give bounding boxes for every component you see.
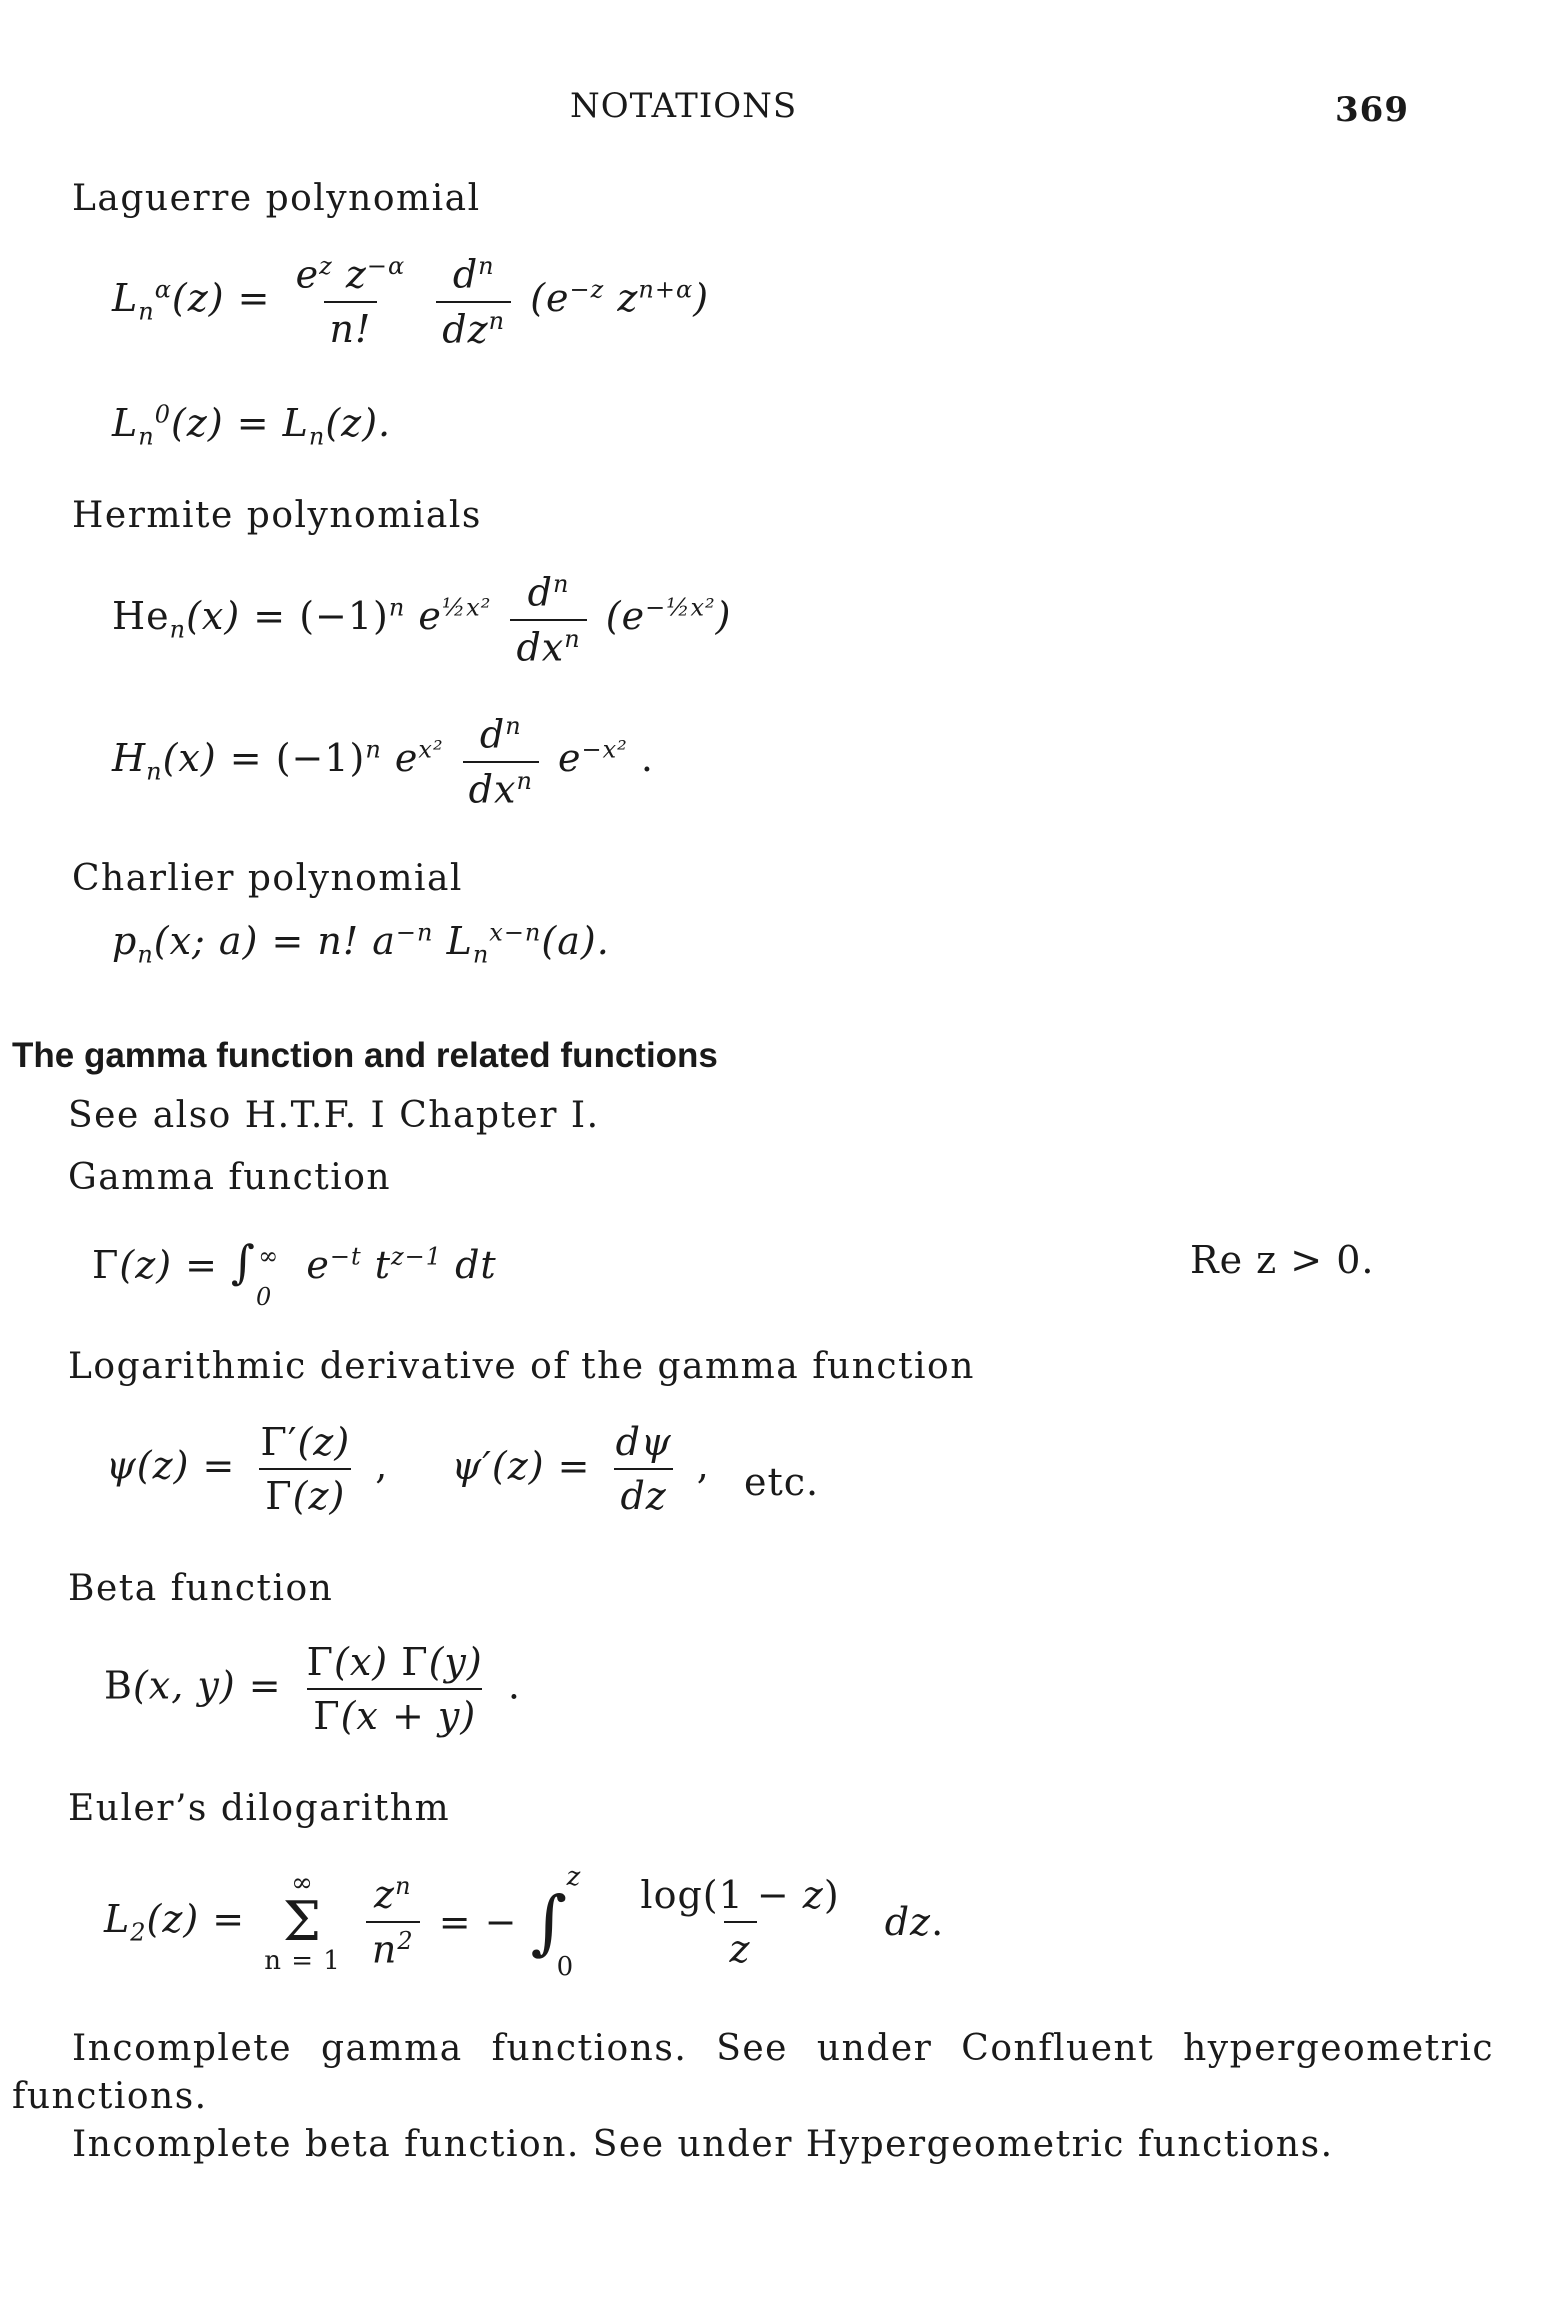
laguerre-formula-2: $L_n^0(z) = L_n(z)$. [112,400,392,451]
running-title: NOTATIONS [570,86,798,126]
charlier-formula: $p_n(x$; a) = n! $a^{-n}$ $L_n^{x-n}(a)$. [112,918,610,969]
laguerre-label: Laguerre polynomial [72,178,481,219]
logderiv-formula: ψ(z) = $\frac{\Gamma'(z)}{\Gamma(z)}$ , ψ′(z) = $\frac{d\psi}{dz}$ , [106,1420,710,1518]
page-number: 369 [1335,90,1409,130]
gamma-formula: $\Gamma(z) = \int_0^\infty$ $e^{-t}$ $t^{z-1}$ dt [92,1235,497,1311]
gamma-label: Gamma function [68,1157,392,1198]
section-heading: The gamma function and related functions [12,1036,718,1075]
hermite-formula-2: $H_n(x) = (-1)^n$ $e^{x^2}$ $\frac{d^n}{dx^n}$ $e^{-x^2}$ . [112,712,654,812]
dilog-formula: $L_2(z)$ = ∞ Σ n = 1 $\frac{z^n}{n^2}$ = − z ∫ 0 $\frac{\log(1 - z)}{z}$ dz. [104,1862,945,1982]
incomplete-gamma-line-1: Incomplete gamma functions. See under Confluent hypergeometric [72,2028,1495,2069]
see-also-text: See also H.T.F. I Chapter I. [68,1095,600,1136]
dilog-label: Euler’s dilogarithm [68,1788,451,1829]
gamma-condition: Re z > 0. [1190,1238,1375,1282]
beta-label: Beta function [68,1568,334,1609]
hermite-formula-1: $He_n(x) = (-1)^n$ $e^{\frac{1}{2}x^2}$ $\frac{d^n}{dx^n}$ $(e^{-\frac{1}{2}x^2})$ [112,570,732,670]
hermite-label: Hermite polynomials [72,495,482,536]
logderiv-label: Logarithmic derivative of the gamma function [68,1346,975,1387]
laguerre-formula-1: $L_n^\alpha(z)$ = $\frac{e^z z^{-\alpha}}{n!}$ $\frac{d^n}{dz^n}$ ($e^{-z}$ $z^{n+\alpha}$) [112,252,710,352]
incomplete-gamma-line-2: functions. [12,2076,208,2117]
incomplete-beta-text: Incomplete beta function. See under Hypergeometric functions. [72,2124,1334,2165]
logderiv-etc: etc. [744,1460,820,1504]
charlier-label: Charlier polynomial [72,858,463,899]
beta-formula: B(x, y) = $\frac{\Gamma(x) \Gamma(y)}{\Gamma(x + y)}$ . [104,1640,521,1738]
